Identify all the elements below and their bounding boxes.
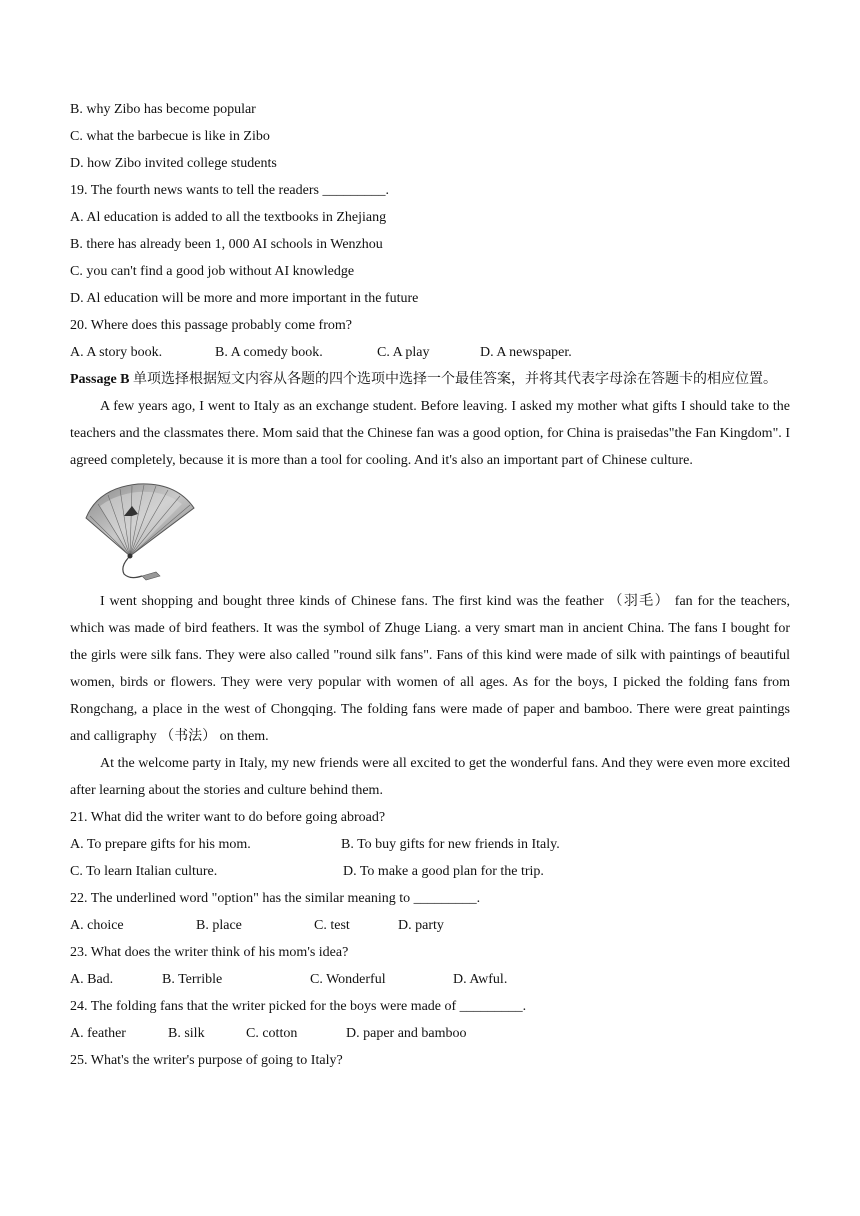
option-20d: D. A newspaper. xyxy=(480,345,572,360)
option-19c: C. you can't find a good job without AI knowledge xyxy=(70,264,355,279)
option-20c: C. A play xyxy=(377,345,430,360)
option-19a: A. Al education is added to all the textbooks in Zhejiang xyxy=(70,210,387,225)
question-19: 19. The fourth news wants to tell the readers _________. xyxy=(70,183,389,198)
option-19d: D. Al education will be more and more important in the future xyxy=(70,291,419,306)
option-24a: A. feather xyxy=(70,1026,126,1041)
fan-image xyxy=(78,478,790,586)
options-21-ab xyxy=(70,831,790,858)
passage-paragraph-2: I went shopping and bought three kinds of Chinese fans. The first kind was the feather （羽毛） fan for the teachers, which was made of bird feathers. It was the symbol of Zhuge Liang. a very smart man in ancient China. The fans I bought for the girls were silk fans. They were also called "round silk fans". Fans of this kind were made of silk with paintings of beautiful women, birds or flowers. They were very popular with women of all ages. As for the boys, I picked the folding fans from Rongchang, a place in the west of Chongqing. The folding fans were made of paper and bamboo. There were great paintings and calligraphy （书法） on them. xyxy=(70,594,790,744)
passage-b-heading xyxy=(70,366,790,393)
options-22 xyxy=(70,912,790,939)
folding-fan-illustration xyxy=(78,478,198,582)
option-23d: D. Awful. xyxy=(453,972,508,987)
option-22c: C. test xyxy=(314,918,350,933)
option-18c: C. what the barbecue is like in Zibo xyxy=(70,129,270,144)
option-20a: A. A story book. xyxy=(70,345,163,360)
option-21c: C. To learn Italian culture. xyxy=(70,864,218,879)
passage-paragraph-3: At the welcome party in Italy, my new friends were all excited to get the wonderful fans. And they were even more excited after learning about the stories and culture behind them. xyxy=(70,756,790,798)
question-25: 25. What's the writer's purpose of going to Italy? xyxy=(70,1053,343,1068)
passage-b-instruction: 单项选择根据短文内容从各题的四个选项中选择一个最佳答案，并将其代表字母涂在答题卡的相应位置。 xyxy=(129,372,777,387)
option-19b: B. there has already been 1, 000 AI schools in Wenzhou xyxy=(70,237,383,252)
option-22a: A. choice xyxy=(70,918,124,933)
option-22d: D. party xyxy=(398,918,444,933)
option-23b: B. Terrible xyxy=(162,972,223,987)
options-23 xyxy=(70,966,790,993)
option-24d: D. paper and bamboo xyxy=(346,1026,467,1041)
passage-paragraph-1: A few years ago, I went to Italy as an exchange student. Before leaving. I asked my mother what gifts I should take to the teachers and the classmates there. Mom said that the Chinese fan was a good option, for China is praisedas"the Fan Kingdom". I agreed completely, because it is more than a tool for cooling. And it's also an important part of Chinese culture. xyxy=(70,399,790,468)
option-21a: A. To prepare gifts for his mom. xyxy=(70,837,251,852)
option-24c: C. cotton xyxy=(246,1026,298,1041)
option-23c: C. Wonderful xyxy=(310,972,386,987)
question-20: 20. Where does this passage probably come from? xyxy=(70,318,352,333)
question-21: 21. What did the writer want to do before going abroad? xyxy=(70,810,386,825)
question-24: 24. The folding fans that the writer picked for the boys were made of _________. xyxy=(70,999,527,1014)
option-18d: D. how Zibo invited college students xyxy=(70,156,277,171)
document-page xyxy=(70,96,790,1074)
question-23: 23. What does the writer think of his mom's idea? xyxy=(70,945,349,960)
options-24 xyxy=(70,1020,790,1047)
option-24b: B. silk xyxy=(168,1026,205,1041)
passage-b-label: Passage B xyxy=(70,372,130,387)
option-22b: B. place xyxy=(196,918,242,933)
options-21-cd xyxy=(70,858,790,885)
options-20 xyxy=(70,339,790,366)
option-21d: D. To make a good plan for the trip. xyxy=(343,864,544,879)
option-18b: B. why Zibo has become popular xyxy=(70,102,256,117)
option-21b: B. To buy gifts for new friends in Italy. xyxy=(341,837,560,852)
option-23a: A. Bad. xyxy=(70,972,114,987)
option-20b: B. A comedy book. xyxy=(215,345,323,360)
question-22: 22. The underlined word "option" has the similar meaning to _________. xyxy=(70,891,481,906)
